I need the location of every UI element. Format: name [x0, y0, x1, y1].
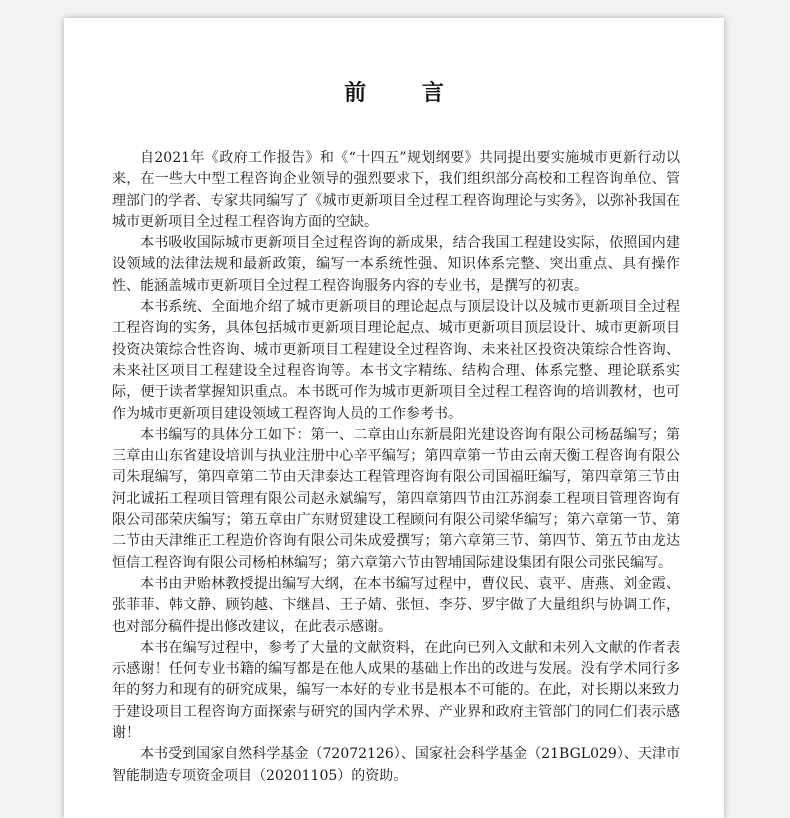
paragraph-7: 本书受到国家自然科学基金（72072126）、国家社会科学基金（21BGL029）、天津市智能制造专项资金项目（20201105）的资助。 — [112, 746, 680, 784]
paragraph-5: 本书由尹贻林教授提出编写大纲，在本书编写过程中，曹仪民、袁平、唐燕、刘金霞、张菲菲、韩文静、顾钧越、卞继昌、王子婧、张恒、李芬、罗宇做了大量组织与协调工作，也对部分稿件提出修改建议，在此表示感谢。 — [112, 575, 680, 635]
paragraph-6: 本书在编写过程中，参考了大量的文献资料，在此向已列入文献和未列入文献的作者表示感谢！任何专业书籍的编写都是在他人成果的基础上作出的改进与发展。没有学术同行多年的努力和现有的研究成果，编写一本好的专业书是根本不可能的。在此，对长期以来致力于建设项目工程咨询方面探索与研究的国内学术界、产业界和政府主管部门的同仁们表示感谢！ — [112, 639, 680, 742]
paragraph-3: 本书系统、全面地介绍了城市更新项目的理论起点与顶层设计以及城市更新项目全过程工程咨询的实务，具体包括城市更新项目理论起点、城市更新项目顶层设计、城市更新项目投资决策综合性咨询、城市更新项目工程建设全过程咨询、未来社区投资决策综合性咨询、未来社区项目工程建设全过程咨询等。本书文字精练、结构合理、体系完整、理论联系实际，便于读者掌握知识重点。本书既可作为城市更新项目全过程工程咨询的培训教材，也可作为城市更新项目建设领域工程咨询人员的工作参考书。 — [112, 299, 680, 422]
preface-title: 前 言 — [344, 81, 468, 106]
paragraph-4: 本书编写的具体分工如下：第一、二章由山东新晨阳光建设咨询有限公司杨磊编写；第三章由山东省建设培训与执业注册中心辛平编写；第四章第一节由云南天衡工程咨询有限公司朱琨编写，第四章第二节由天津泰达工程管理咨询有限公司国福旺编写，第四章第三节由河北诚拓工程项目管理有限公司赵永斌编写，第四章第四节由江苏润泰工程项目管理咨询有限公司邵荣庆编写；第五章由广东财贸建设工程顾问有限公司梁华编写；第六章第一节、第二节由天津维正工程造价咨询有限公司朱成爱撰写；第六章第三节、第四节、第五节由龙达恒信工程咨询有限公司杨柏林编写；第六章第六节由智埔国际建设集团有限公司张民编写。 — [112, 426, 680, 571]
preface-body — [112, 148, 680, 787]
paragraph-1: 自2021年《政府工作报告》和《“十四五”规划纲要》共同提出要实施城市更新行动以来，在一些大中型工程咨询企业领导的强烈要求下，我们组织部分高校和工程咨询单位、管理部门的学者、专家共同编写了《城市更新项目全过程工程咨询理论与实务》，以弥补我国在城市更新项目全过程工程咨询方面的空缺。 — [112, 150, 680, 230]
document-page — [64, 18, 724, 818]
paragraph-2: 本书吸收国际城市更新项目全过程咨询的新成果，结合我国工程建设实际，依照国内建设领域的法律法规和最新政策，编写一本系统性强、知识体系完整、突出重点、具有操作性、能涵盖城市更新项目全过程工程咨询服务内容的专业书，是撰写的初衷。 — [112, 235, 680, 294]
